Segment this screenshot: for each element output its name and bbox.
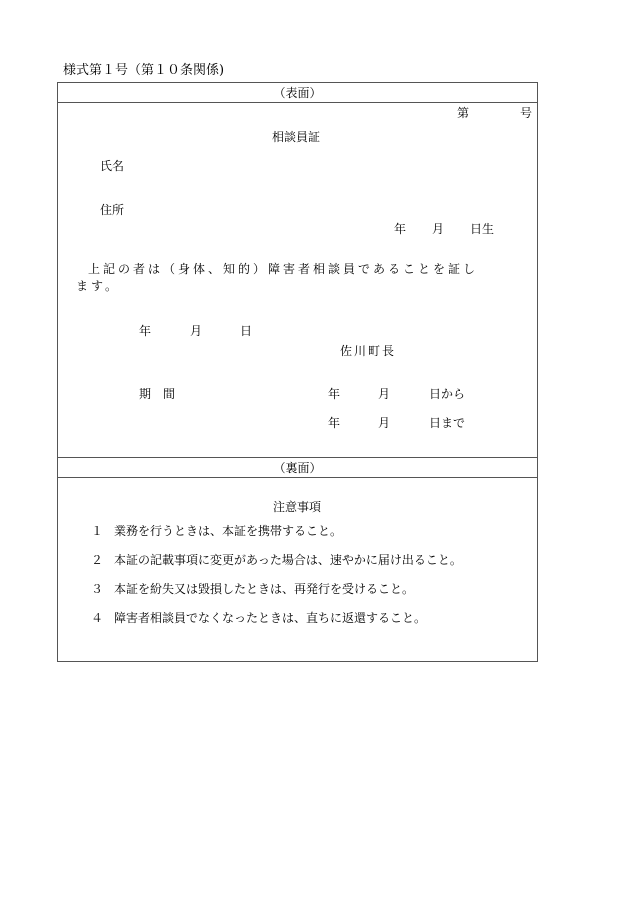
issue-day: 日 <box>240 324 253 338</box>
birth-day: 日生 <box>470 222 495 236</box>
form-label: 様式第１号（第１０条関係) <box>63 63 225 78</box>
number-suffix: 号 <box>520 106 533 120</box>
certification-line-2: ます。 <box>76 279 121 293</box>
period-to-day: 日まで <box>429 416 466 430</box>
note-number: ４ <box>91 611 104 625</box>
card-title: 相談員証 <box>272 130 321 144</box>
issue-year: 年 <box>139 324 152 338</box>
note-text: 障害者相談員でなくなったときは、直ちに返還すること。 <box>114 611 427 625</box>
note-number: １ <box>91 524 104 538</box>
name-label: 氏名 <box>100 159 125 173</box>
front-back-divider <box>57 457 538 458</box>
period-to-year: 年 <box>328 416 341 430</box>
address-label: 住所 <box>100 203 125 217</box>
issue-month: 月 <box>190 324 203 338</box>
birth-month: 月 <box>432 222 445 236</box>
period-from-year: 年 <box>328 387 341 401</box>
front-header-divider <box>57 102 538 103</box>
note-text: 本証の記載事項に変更があった場合は、速やかに届け出ること。 <box>114 553 462 567</box>
birth-year: 年 <box>394 222 407 236</box>
note-text: 本証を紛失又は毀損したときは、再発行を受けること。 <box>114 582 415 596</box>
issuer: 佐川町長 <box>340 344 397 358</box>
period-from-day: 日から <box>429 387 466 401</box>
card-frame <box>57 82 538 662</box>
notes-title: 注意事項 <box>273 500 322 514</box>
period-from-month: 月 <box>378 387 391 401</box>
back-section-title: （裏面） <box>273 461 322 475</box>
note-number: ２ <box>91 553 104 567</box>
period-to-month: 月 <box>378 416 391 430</box>
note-number: ３ <box>91 582 104 596</box>
number-prefix: 第 <box>457 106 470 120</box>
note-text: 業務を行うときは、本証を携帯すること。 <box>114 524 343 538</box>
back-header-divider <box>57 477 538 478</box>
certification-line-1: 上記の者は（身体、知的）障害者相談員であることを証し <box>88 262 479 276</box>
period-label: 期 間 <box>139 387 176 401</box>
front-section-title: （表面） <box>273 86 322 100</box>
